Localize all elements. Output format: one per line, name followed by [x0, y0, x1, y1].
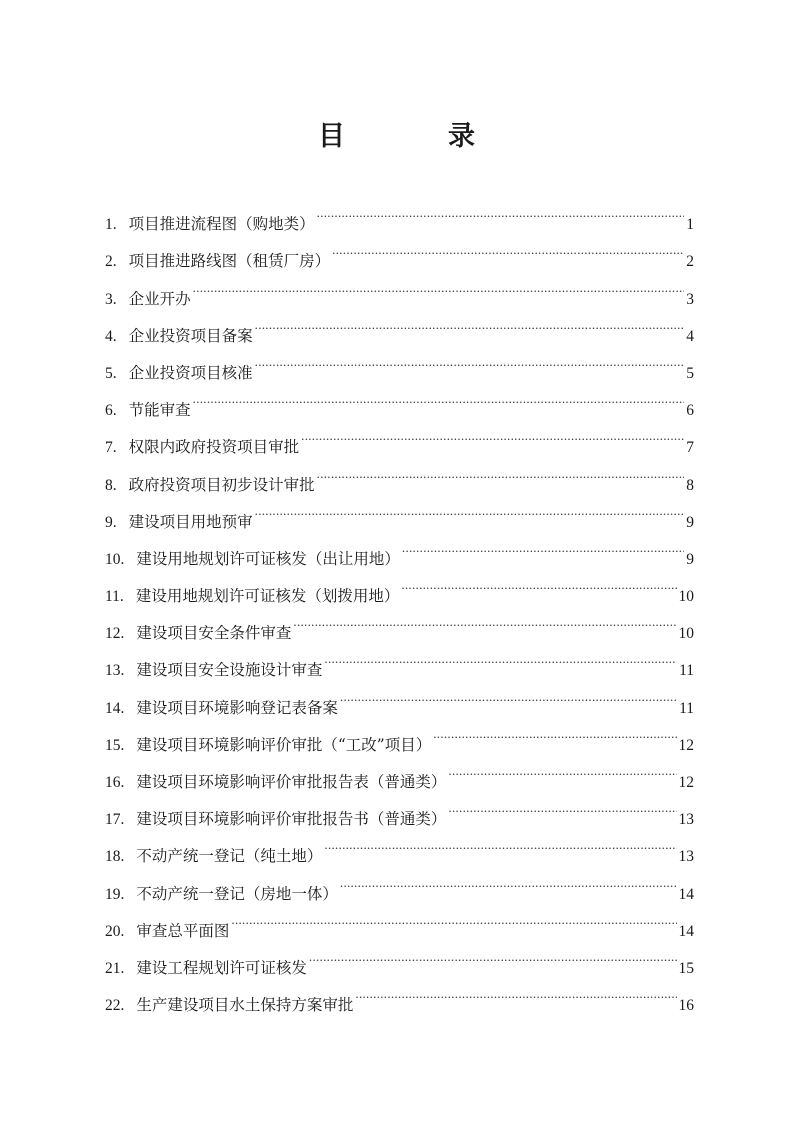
- toc-entry-page-number: 9: [686, 550, 694, 568]
- toc-dot-leader: [332, 229, 684, 266]
- toc-dot-leader: [193, 266, 685, 303]
- toc-entry-label: 企业投资项目备案: [128, 326, 253, 345]
- toc-entry-number: 19.: [105, 885, 125, 903]
- toc-entry-label: 节能审查: [128, 401, 191, 420]
- toc-entry-page-number: 3: [686, 290, 694, 308]
- toc-entry-page-number: 9: [686, 513, 694, 531]
- toc-dot-leader: [340, 861, 677, 898]
- toc-entry-page-number: 13: [678, 848, 694, 866]
- toc-entry-page-number: 14: [678, 885, 694, 903]
- toc-entry-label: 企业开办: [128, 289, 191, 308]
- toc-entry-number: 22.: [105, 997, 125, 1015]
- toc-dot-leader: [324, 638, 677, 675]
- toc-entry-number: 12.: [105, 625, 125, 643]
- toc-entry-page-number: 15: [678, 959, 694, 977]
- toc-entry-page-number: 14: [678, 922, 694, 940]
- toc-entry-page-number: 7: [686, 439, 694, 457]
- toc-dot-leader: [301, 415, 684, 452]
- toc-entry-page-number: 8: [686, 476, 694, 494]
- toc-entry-label: 建设用地规划许可证核发（出让用地）: [136, 549, 400, 568]
- toc-entry-number: 14.: [105, 699, 125, 717]
- toc-entry-number: 5.: [105, 364, 117, 382]
- toc-dot-leader: [193, 378, 685, 415]
- toc-dot-leader: [255, 341, 685, 378]
- toc-entry-page-number: 12: [678, 774, 694, 791]
- toc-entry[interactable]: [105, 192, 694, 234]
- toc-entry-label: 建设项目用地预审: [128, 512, 253, 531]
- toc-entry-label: 生产建设项目水土保持方案审批: [136, 996, 354, 1015]
- toc-entry-page-number: 16: [678, 997, 694, 1015]
- toc-entry-page-number: 5: [686, 364, 694, 382]
- toc-dot-leader: [355, 973, 676, 1010]
- toc-dot-leader: [402, 527, 684, 564]
- toc-entry-number: 2.: [105, 253, 117, 271]
- toc-dot-leader: [324, 824, 676, 861]
- toc-entry-label: 建设项目安全设施设计审查: [136, 661, 323, 680]
- toc-entry-page-number: 13: [678, 811, 694, 829]
- toc-entry-page-number: 10: [678, 588, 694, 606]
- toc-dot-leader: [401, 564, 676, 601]
- toc-entry-number: 1.: [105, 216, 117, 234]
- toc-entry-label: 不动产统一登记（纯土地）: [136, 847, 323, 866]
- toc-entry[interactable]: [105, 266, 694, 308]
- toc-dot-leader: [448, 787, 676, 824]
- toc-entry-number: 17.: [105, 811, 125, 829]
- toc-entry-page-number: 4: [686, 327, 694, 345]
- toc-entry-label: 项目推进流程图（购地类）: [128, 215, 315, 234]
- toc-entry[interactable]: [105, 415, 694, 457]
- toc-entry-label: 建设项目环境影响评价审批报告书（普通类）: [136, 810, 447, 829]
- toc-entry[interactable]: [105, 378, 694, 420]
- toc-dot-leader: [293, 601, 676, 638]
- toc-entry-label: 企业投资项目核准: [128, 363, 253, 382]
- toc-dot-leader: [231, 899, 676, 936]
- toc-entry-label: 不动产统一登记（房地一体）: [136, 884, 338, 903]
- toc-dot-leader: [317, 452, 685, 489]
- toc-entry[interactable]: [105, 304, 694, 345]
- toc-entry-number: 18.: [105, 848, 125, 866]
- toc-dot-leader: [317, 192, 685, 229]
- toc-entry-page-number: 11: [679, 662, 694, 680]
- toc-entry-label: 建设项目环境影响评价审批报告表（普通类）: [136, 773, 447, 791]
- toc-entry-page-number: 2: [686, 253, 694, 271]
- toc-dot-leader: [255, 304, 685, 341]
- toc-entry-label: 建设项目环境影响登记表备案: [136, 698, 338, 717]
- toc-dot-leader: [340, 675, 677, 712]
- toc-entry-number: 4.: [105, 327, 117, 345]
- toc-entry-page-number: 11: [679, 699, 694, 717]
- toc-entry-label: 权限内政府投资项目审批: [128, 438, 300, 457]
- toc-entry-number: 9.: [105, 513, 117, 531]
- toc-entry-label: 建设项目安全条件审查: [136, 624, 292, 643]
- toc-entry-number: 20.: [105, 922, 125, 940]
- toc-entry-label: 项目推进路线图（租赁厂房）: [128, 252, 331, 271]
- toc-entry-number: 8.: [105, 476, 117, 494]
- toc-dot-leader: [433, 713, 676, 750]
- toc-entry-label: 审查总平面图: [136, 921, 230, 940]
- toc-entry-number: 11.: [105, 588, 124, 606]
- toc-entry-page-number: 1: [686, 216, 694, 234]
- toc-entry-number: 6.: [105, 402, 117, 420]
- toc-entry-label: 建设用地规划许可证核发（划拨用地）: [135, 587, 400, 606]
- toc-entry-number: 10.: [105, 550, 125, 568]
- toc-entry-page-number: 6: [686, 402, 694, 420]
- toc-entry-label: 建设工程规划许可证核发: [136, 958, 307, 977]
- toc-dot-leader: [255, 490, 685, 527]
- toc-entry-number: 21.: [105, 959, 125, 977]
- toc-entry-number: 16.: [105, 774, 125, 791]
- toc-list: [105, 192, 694, 1015]
- toc-entry-number: 13.: [105, 662, 125, 680]
- toc-entry-label: 政府投资项目初步设计审批: [128, 475, 315, 494]
- toc-entry-label: 建设项目环境影响评价审批（“工改”项目）: [136, 735, 432, 754]
- toc-entry-number: 7.: [105, 439, 117, 457]
- toc-dot-leader: [309, 936, 677, 973]
- toc-entry-number: 15.: [105, 736, 125, 754]
- toc-entry-number: 3.: [105, 290, 117, 308]
- toc-entry-page-number: 10: [678, 625, 694, 643]
- toc-title: 目 录: [318, 121, 513, 152]
- toc-entry-page-number: 12: [678, 736, 694, 754]
- toc-dot-leader: [448, 750, 676, 787]
